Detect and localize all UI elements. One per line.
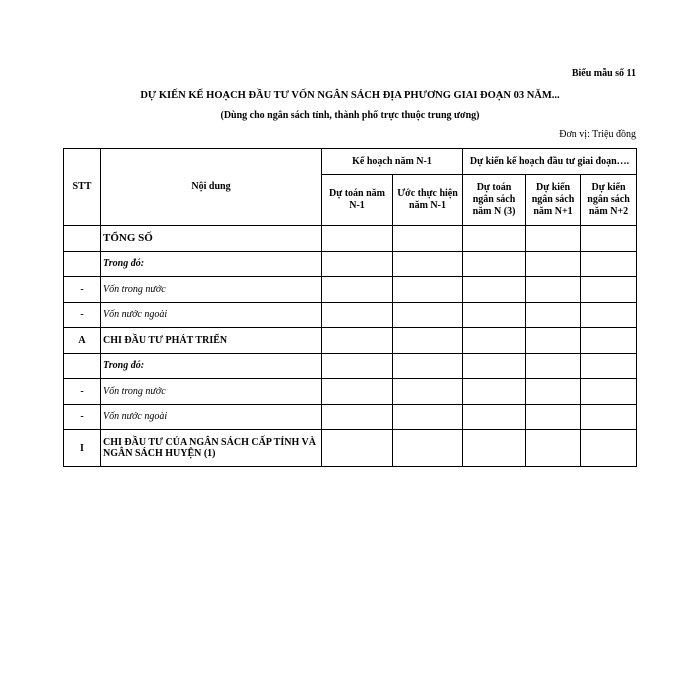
table-cell — [322, 251, 393, 277]
table-cell — [393, 277, 463, 303]
document-title: DỰ KIẾN KẾ HOẠCH ĐẦU TƯ VỐN NGÂN SÁCH ĐỊA PHƯƠNG GIAI ĐOẠN 03 NĂM... — [140, 90, 560, 101]
document-subtitle: (Dùng cho ngân sách tỉnh, thành phố trực thuộc trung ương) — [220, 110, 480, 121]
table-cell — [463, 302, 526, 328]
table-cell — [463, 277, 526, 303]
row-stt — [64, 251, 101, 277]
table-row — [64, 302, 637, 328]
row-stt — [64, 226, 101, 252]
row-content: Vốn nước ngoài — [101, 302, 322, 328]
form-number: Biểu mẫu số 11 — [571, 68, 636, 79]
row-content: CHI ĐẦU TƯ PHÁT TRIỂN — [101, 328, 322, 354]
table-cell — [526, 328, 581, 354]
table-row — [64, 353, 637, 379]
header-budget-n-plus-1: Dự kiến ngân sách năm N+1 — [526, 175, 581, 226]
table-row — [64, 328, 637, 354]
table-cell — [463, 353, 526, 379]
table-cell — [526, 379, 581, 405]
table-row — [64, 404, 637, 430]
header-estimate-n-1: Dự toán năm N-1 — [322, 175, 393, 226]
row-stt: - — [64, 404, 101, 430]
row-content: Trong đó: — [101, 353, 322, 379]
header-actual-n-1: Ước thực hiện năm N-1 — [393, 175, 463, 226]
table-cell — [463, 251, 526, 277]
table-cell — [526, 226, 581, 252]
table-row — [64, 430, 637, 467]
table-cell — [526, 353, 581, 379]
table-cell — [393, 379, 463, 405]
table-cell — [322, 226, 393, 252]
table-cell — [322, 302, 393, 328]
table-cell — [581, 328, 637, 354]
table-cell — [526, 404, 581, 430]
table-row — [64, 226, 637, 252]
table-cell — [581, 404, 637, 430]
row-stt: - — [64, 379, 101, 405]
table-cell — [393, 353, 463, 379]
table-cell — [581, 353, 637, 379]
row-stt: - — [64, 302, 101, 328]
row-content: Vốn nước ngoài — [101, 404, 322, 430]
table-cell — [393, 404, 463, 430]
table-cell — [322, 379, 393, 405]
header-content: Nội dung — [101, 149, 322, 226]
row-content: CHI ĐẦU TƯ CỦA NGÂN SÁCH CẤP TỈNH VÀ NGÂN SÁCH HUYỆN (1) — [101, 430, 322, 467]
table-cell — [463, 328, 526, 354]
header-group-forecast: Dự kiến kế hoạch đầu tư giai đoạn…. — [463, 149, 637, 175]
table-cell — [581, 379, 637, 405]
table-cell — [463, 404, 526, 430]
table-cell — [322, 277, 393, 303]
table-cell — [322, 353, 393, 379]
table-cell — [581, 251, 637, 277]
table-cell — [581, 302, 637, 328]
row-content: TỔNG SỐ — [101, 226, 322, 252]
header-budget-n: Dự toán ngân sách năm N (3) — [463, 175, 526, 226]
table-cell — [393, 251, 463, 277]
table-cell — [526, 277, 581, 303]
header-budget-n-plus-2: Dự kiến ngân sách năm N+2 — [581, 175, 637, 226]
table-row — [64, 379, 637, 405]
row-stt: - — [64, 277, 101, 303]
table-cell — [393, 430, 463, 467]
table-cell — [526, 430, 581, 467]
table-cell — [526, 302, 581, 328]
table-cell — [393, 302, 463, 328]
unit-label: Đơn vị: Triệu đồng — [559, 129, 636, 140]
table-cell — [581, 226, 637, 252]
table-cell — [322, 404, 393, 430]
row-content: Vốn trong nước — [101, 277, 322, 303]
budget-table — [63, 148, 637, 467]
table-cell — [322, 430, 393, 467]
table-cell — [393, 328, 463, 354]
table-cell — [463, 430, 526, 467]
table-cell — [526, 251, 581, 277]
row-content: Trong đó: — [101, 251, 322, 277]
table-cell — [581, 430, 637, 467]
table-cell — [393, 226, 463, 252]
table-row — [64, 251, 637, 277]
row-stt — [64, 353, 101, 379]
table-row — [64, 277, 637, 303]
table-cell — [463, 379, 526, 405]
row-stt: I — [64, 430, 101, 467]
header-stt: STT — [64, 149, 101, 226]
row-stt: A — [64, 328, 101, 354]
row-content: Vốn trong nước — [101, 379, 322, 405]
header-group-plan-n-1: Kế hoạch năm N-1 — [322, 149, 463, 175]
table-cell — [463, 226, 526, 252]
table-cell — [581, 277, 637, 303]
table-cell — [322, 328, 393, 354]
